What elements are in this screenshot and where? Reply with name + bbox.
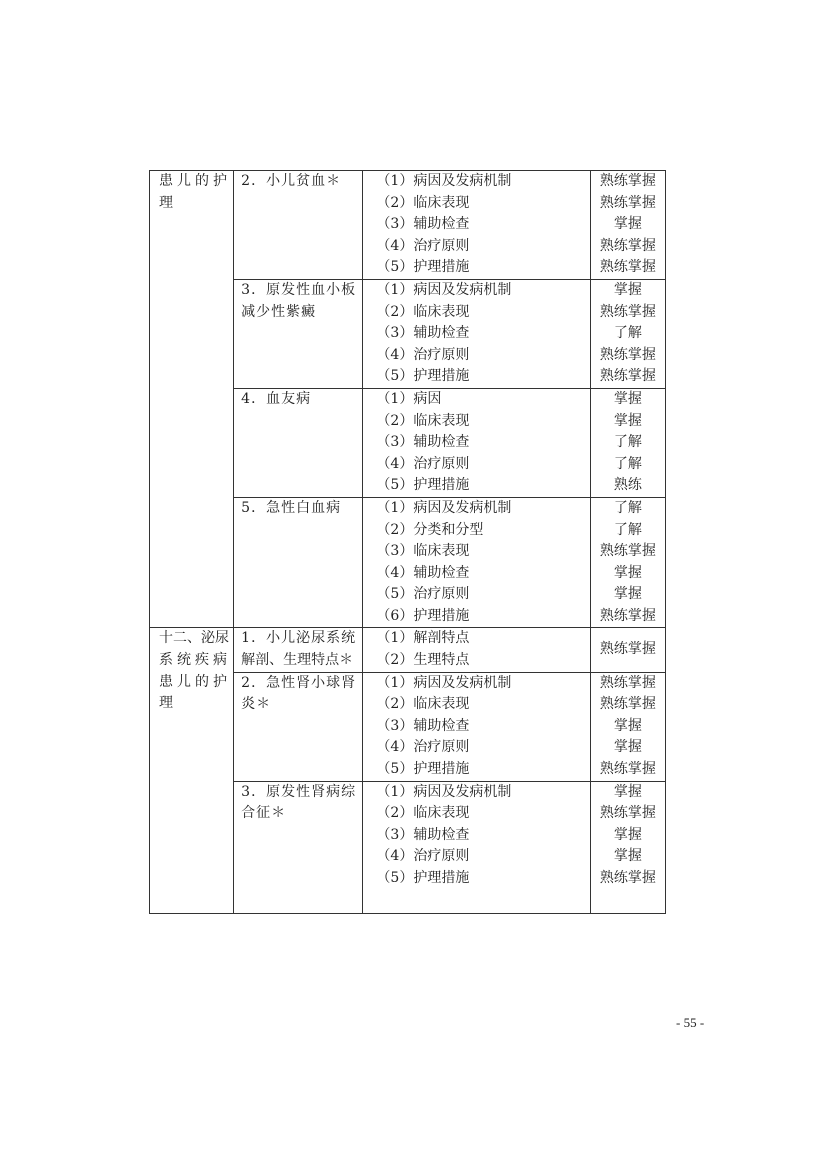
content-item: （4）治疗原则 — [376, 346, 470, 363]
level-value: 熟练掌握 — [599, 805, 656, 822]
level-value: 熟练掌握 — [599, 674, 656, 691]
content-item: （2）临床表现 — [376, 696, 470, 713]
content-cell — [363, 628, 590, 672]
content-item: （3）临床表现 — [376, 543, 470, 560]
content-item: （1）病因及发病机制 — [376, 281, 512, 298]
syllabus-table — [149, 170, 666, 914]
level-value: 掌握 — [613, 826, 642, 843]
topic-title-line: 3．原发性肾病综 — [241, 783, 357, 800]
content-item: （1）病因 — [376, 390, 442, 407]
unit-line: 患儿的护 — [159, 673, 231, 690]
content-cell — [363, 781, 590, 913]
level-value: 了解 — [613, 499, 642, 516]
topic-title-line: 炎＊ — [241, 696, 272, 713]
level-value: 了解 — [613, 521, 642, 538]
unit-line: 十二、泌尿 — [159, 630, 229, 647]
content-item: （4）治疗原则 — [376, 848, 470, 865]
level-value: 熟练 — [613, 477, 642, 494]
level-cell — [590, 497, 665, 628]
unit-cell — [150, 171, 234, 628]
level-value: 熟练掌握 — [599, 303, 656, 320]
content-item: （2）临床表现 — [376, 412, 470, 429]
content-cell — [363, 497, 590, 628]
topic-title-line: 5．急性白血病 — [241, 499, 342, 516]
level-value: 掌握 — [613, 390, 642, 407]
content-item: （2）临床表现 — [376, 303, 470, 320]
unit-line: 理 — [159, 695, 177, 712]
content-cell — [363, 279, 590, 388]
topic-title-line: 1．小儿泌尿系统 — [241, 630, 357, 647]
level-cell — [590, 781, 665, 913]
level-value: 熟练掌握 — [599, 543, 656, 560]
content-item: （2）临床表现 — [376, 805, 470, 822]
topic-title-line: 2．小儿贫血＊ — [241, 173, 342, 189]
level-value: 掌握 — [613, 281, 642, 298]
topic-cell — [234, 279, 363, 388]
level-value: 熟练掌握 — [599, 259, 656, 276]
content-item: （4）治疗原则 — [376, 237, 470, 254]
content-item: （5）护理措施 — [376, 368, 470, 385]
level-value: 熟练掌握 — [599, 696, 656, 713]
level-cell — [590, 388, 665, 497]
level-value: 熟练掌握 — [599, 237, 656, 254]
content-item: （4）辅助检查 — [376, 564, 470, 581]
content-cell — [363, 388, 590, 497]
content-item: （4）治疗原则 — [376, 739, 470, 756]
topic-title-line: 减少性紫癜 — [241, 303, 317, 320]
content-item: （3）辅助检查 — [376, 826, 470, 843]
content-item: （1）病因及发病机制 — [376, 674, 512, 691]
topic-cell — [234, 628, 363, 672]
content-item: （5）护理措施 — [376, 761, 470, 778]
content-item: （3）辅助检查 — [376, 325, 470, 342]
level-value: 了解 — [613, 325, 642, 342]
level-cell — [590, 279, 665, 388]
level-value: 掌握 — [613, 412, 642, 429]
content-cell — [363, 171, 590, 280]
content-item: （3）辅助检查 — [376, 216, 470, 233]
level-value: 掌握 — [613, 586, 642, 603]
unit-line: 系统疾病 — [159, 652, 231, 669]
topic-title-line: 解剖、生理特点＊ — [241, 652, 354, 669]
level-value: 熟练掌握 — [599, 346, 656, 363]
content-item: （1）病因及发病机制 — [376, 499, 512, 516]
content-item: （5）治疗原则 — [376, 586, 470, 603]
content-item: （1）病因及发病机制 — [376, 783, 512, 800]
topic-title-line: 4．血友病 — [241, 390, 312, 407]
level-value: 了解 — [613, 455, 642, 472]
level-value: 掌握 — [613, 783, 642, 800]
content-item: （3）辅助检查 — [376, 434, 470, 451]
level-cell — [590, 628, 665, 672]
unit-line: 患儿的护 — [159, 173, 231, 189]
level-cell — [590, 672, 665, 781]
topic-title-line: 合征＊ — [241, 805, 287, 822]
level-value: 熟练掌握 — [599, 368, 656, 385]
content-item: （2）生理特点 — [376, 652, 470, 669]
page-number: - 55 - — [676, 1015, 705, 1030]
content-item: （5）护理措施 — [376, 259, 470, 276]
topic-title-line: 3．原发性血小板 — [241, 281, 357, 298]
level-cell — [590, 171, 665, 280]
content-item: （3）辅助检查 — [376, 717, 470, 734]
content-item: （5）护理措施 — [376, 477, 470, 494]
level-value: 熟练掌握 — [599, 870, 656, 886]
topic-cell — [234, 388, 363, 497]
unit-line: 理 — [159, 194, 177, 211]
level-value: 掌握 — [613, 564, 642, 581]
topic-cell — [234, 781, 363, 913]
level-value: 熟练掌握 — [599, 194, 656, 211]
level-value: 掌握 — [613, 717, 642, 734]
level-value: 熟练掌握 — [599, 761, 656, 778]
content-item: （4）治疗原则 — [376, 455, 470, 472]
level-value: 熟练掌握 — [599, 607, 656, 624]
level-value: 掌握 — [613, 216, 642, 233]
topic-cell — [234, 497, 363, 628]
table-row — [150, 171, 666, 280]
level-value: 掌握 — [613, 739, 642, 756]
content-item: （1）病因及发病机制 — [376, 173, 512, 189]
unit-cell — [150, 628, 234, 913]
content-item: （2）分类和分型 — [376, 521, 484, 538]
level-value: 了解 — [613, 434, 642, 451]
topic-cell — [234, 672, 363, 781]
level-value: 掌握 — [613, 848, 642, 865]
content-cell — [363, 672, 590, 781]
level-value: 熟练掌握 — [599, 641, 656, 658]
content-item: （2）临床表现 — [376, 194, 470, 211]
topic-cell — [234, 171, 363, 280]
table-row — [150, 628, 666, 672]
topic-title-line: 2．急性肾小球肾 — [241, 674, 357, 691]
content-item: （1）解剖特点 — [376, 630, 470, 647]
content-item: （5）护理措施 — [376, 870, 470, 886]
content-item: （6）护理措施 — [376, 607, 470, 624]
level-value: 熟练掌握 — [599, 173, 656, 189]
